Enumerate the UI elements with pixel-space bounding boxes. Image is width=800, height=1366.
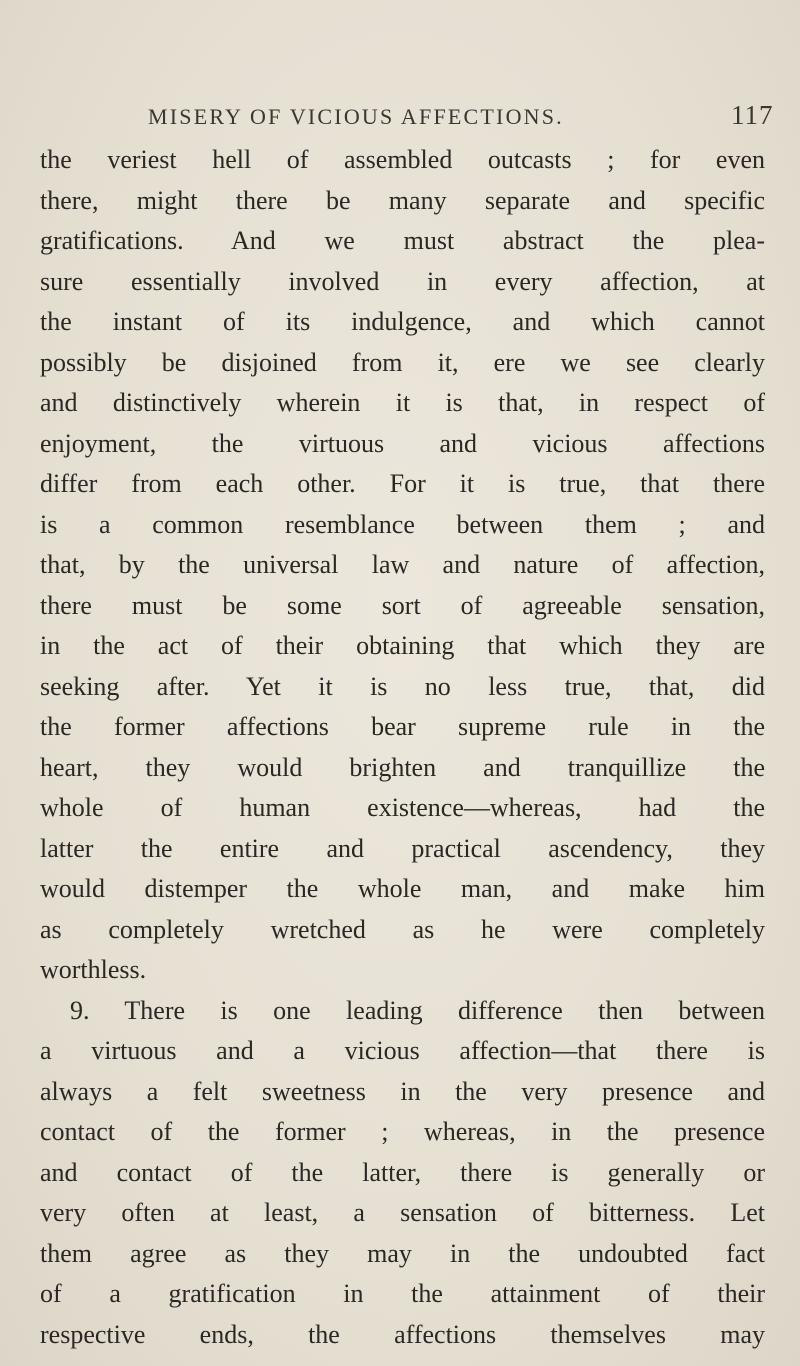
text-line: and contact of the latter, there is generally or — [40, 1157, 765, 1187]
text-line: differ from each other. For it is true, that there — [40, 469, 765, 498]
body-text — [40, 140, 765, 1355]
text-line: the instant of its indulgence, and which cannot — [40, 307, 765, 336]
text-line-paragraph-end: worthless. — [40, 955, 147, 984]
running-head: MISERY OF VICIOUS AFFECTIONS. — [148, 104, 564, 129]
text-line: heart, they would brighten and tranquillize the — [40, 752, 765, 782]
text-line: very often at least, a sensation of bitterness. Let — [40, 1198, 765, 1227]
text-line: there, might there be many separate and specific — [40, 185, 765, 215]
text-line: and distinctively wherein it is that, in respect of — [40, 388, 765, 417]
text-line: the veriest hell of assembled outcasts ; for even — [40, 145, 765, 174]
text-line: that, by the universal law and nature of affection, — [40, 550, 765, 579]
text-line: seeking after. Yet it is no less true, that, did — [40, 671, 765, 701]
text-line: contact of the former ; whereas, in the presence — [40, 1117, 765, 1146]
page-number: 117 — [731, 100, 774, 130]
text-line: enjoyment, the virtuous and vicious affections — [40, 428, 765, 458]
text-line: as completely wretched as he were completely — [40, 914, 765, 944]
text-line: in the act of their obtaining that which they are — [40, 631, 765, 660]
text-line: possibly be disjoined from it, ere we see clearly — [40, 347, 765, 377]
text-line: would distemper the whole man, and make him — [40, 874, 765, 903]
text-line: whole of human existence—whereas, had the — [40, 793, 765, 822]
text-line: latter the entire and practical ascendency, they — [40, 833, 765, 863]
text-line: sure essentially involved in every affection, at — [40, 266, 765, 296]
page-header — [0, 100, 800, 140]
text-line: the former affections bear supreme rule in the — [40, 712, 765, 741]
text-line: gratifications. And we must abstract the plea- — [40, 226, 765, 255]
text-line: there must be some sort of agreeable sensation, — [40, 590, 765, 620]
text-line: them agree as they may in the undoubted fact — [40, 1238, 765, 1268]
text-line: a virtuous and a vicious affection—that there is — [40, 1036, 765, 1065]
text-line: of a gratification in the attainment of their — [40, 1279, 765, 1308]
text-line-paragraph-start: 9. There is one leading difference then between — [70, 995, 765, 1025]
text-line: respective ends, the affections themselves may — [40, 1319, 765, 1349]
text-line: is a common resemblance between them ; and — [40, 509, 765, 539]
text-line: always a felt sweetness in the very presence and — [40, 1076, 765, 1106]
